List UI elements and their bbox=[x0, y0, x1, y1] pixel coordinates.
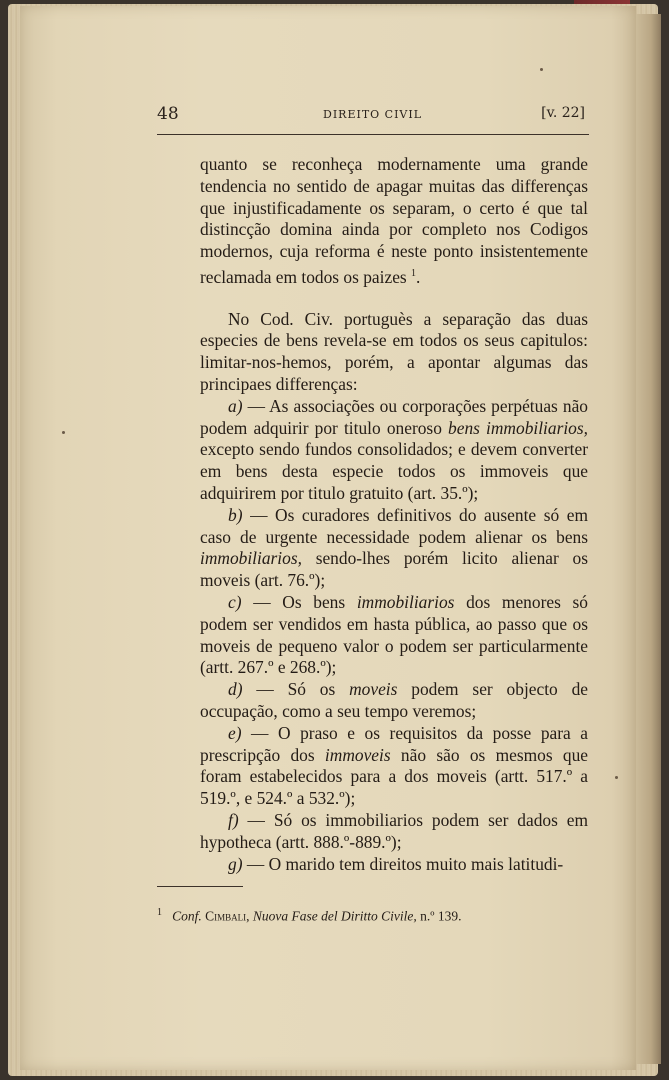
running-header bbox=[157, 104, 589, 126]
footnote-title: Nuova Fase del Diritto Civile, bbox=[252, 908, 417, 924]
paragraph-continued: quanto se reconheça modernamente uma grande tendencia no sentido de apagar muitas das differenças que injustificadamente os separam, o certo é que tal distincção domina ainda por completo nos Codigos modernos, cuja reforma é neste ponto insistentemente reclamada em todos os paizes $^1$. bbox=[200, 154, 588, 287]
page-number: 48 bbox=[157, 104, 179, 124]
footnote-rule bbox=[157, 886, 243, 887]
footnote-conf: Conf. bbox=[172, 908, 202, 924]
paper-speck bbox=[615, 776, 618, 779]
running-title: DIREITO CIVIL bbox=[323, 108, 423, 121]
header-rule bbox=[157, 134, 589, 135]
footnote-ref: n.º 139. bbox=[420, 908, 462, 924]
list-item-c: c) — Os bens immobiliarios dos menores só podem ser vendidos em hasta pública, ao passo que os moveis de pequeno valor o podem ser particularmente (artt. 267.º e 268.º); bbox=[200, 591, 588, 678]
footnote-reference: 1 bbox=[411, 267, 417, 279]
footnote-author: Cimbali, bbox=[205, 908, 250, 924]
body-text bbox=[200, 154, 588, 875]
list-item-a: a) — As associações ou corporações perpétuas não podem adquirir por titulo oneroso bens immobiliarios, excepto sendo fundos consolidados; e devem converter em bens desta especie todos os immoveis que adquirirem por titulo gratuito (art. 35.º); bbox=[200, 395, 588, 503]
list-item-b: b) — Os curadores definitivos do ausente só em caso de urgente necessidade podem alienar os bens immobiliarios, sendo-lhes porém licito alienar os moveis (art. 76.º); bbox=[200, 504, 588, 591]
paper-speck bbox=[540, 68, 543, 71]
list-item-g: g) — O marido tem direitos muito mais latitudi- bbox=[228, 853, 564, 874]
section-reference: [v. 22] bbox=[541, 105, 585, 121]
paragraph-intro: No Cod. Civ. portuguès a separação das duas especies de bens revela-se em todos os seus capitulos: limitar-nos-hemos, porém, a apontar algumas das principaes differenças: bbox=[200, 308, 588, 394]
paper-speck bbox=[62, 431, 65, 434]
list-item-d: d) — Só os moveis podem ser objecto de occupação, como a seu tempo veremos; bbox=[200, 679, 588, 721]
adjacent-leaf bbox=[636, 14, 661, 1064]
list-item-f: f) — Só os immobiliarios podem ser dados em hypotheca (artt. 888.º-889.º); bbox=[200, 809, 589, 852]
footnote-number: 1 bbox=[157, 907, 162, 918]
footnote bbox=[157, 907, 587, 925]
list-item-e: e) — O praso e os requisitos da posse para a prescripção dos immoveis não são os mesmos que foram estabelecidos para a dos moveis (artt. 517.º a 519.º, e 524.º a 532.º); bbox=[200, 722, 589, 809]
